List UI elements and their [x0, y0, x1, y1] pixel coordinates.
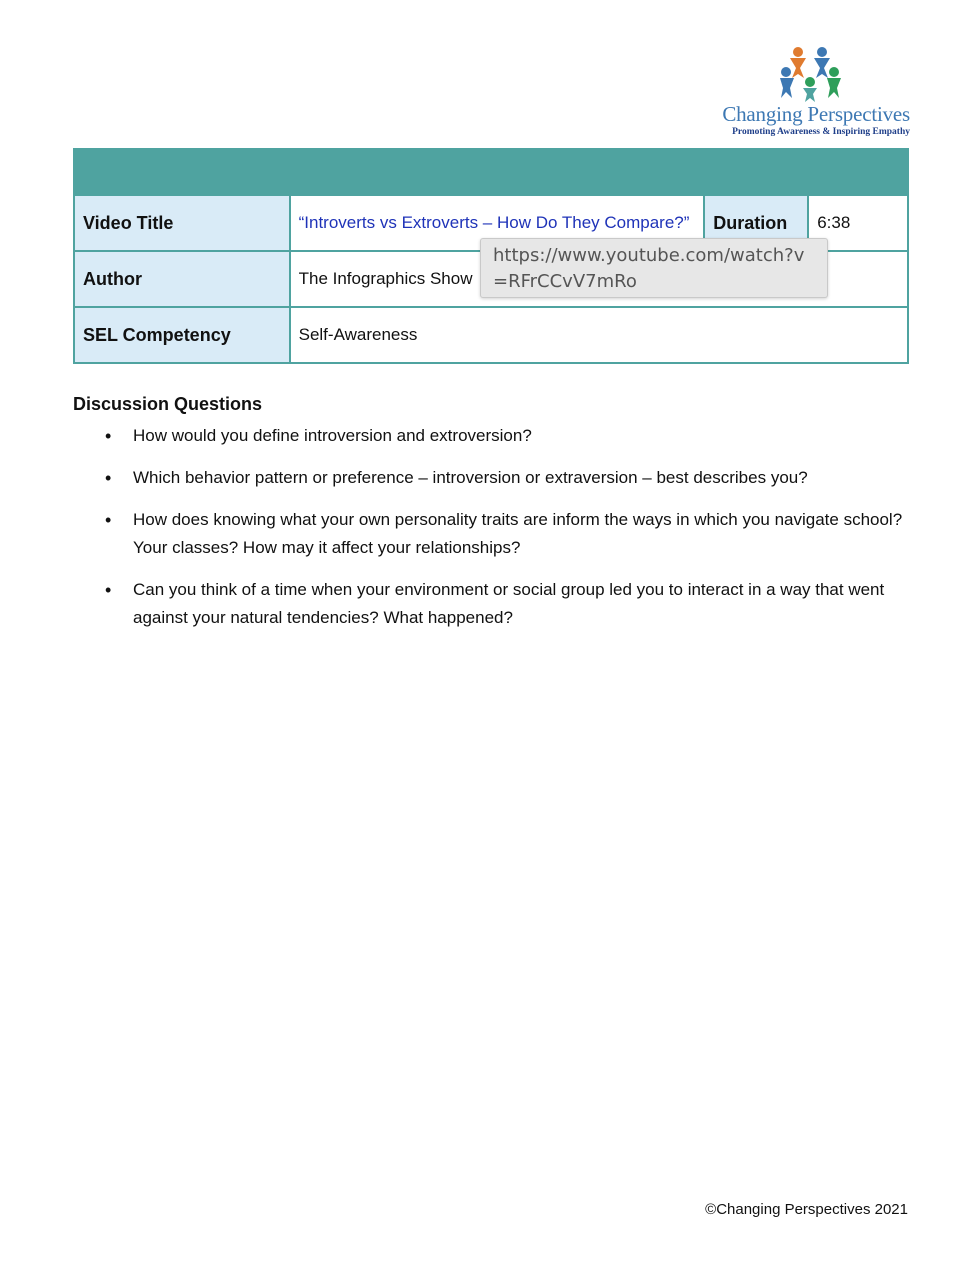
table-header-cell [74, 149, 908, 195]
video-title-link[interactable]: “Introverts vs Extroverts – How Do They Compare?” [298, 213, 690, 232]
changing-perspectives-logo [700, 40, 920, 140]
video-title-label: Video Title [74, 195, 290, 251]
duration-value: 6:38 [808, 195, 908, 251]
author-label: Author [74, 251, 290, 307]
list-item: • How would you define introversion and extroversion? [133, 422, 913, 450]
author-value: The Infographics Show [290, 251, 908, 307]
discussion-questions-heading: Discussion Questions [73, 394, 263, 414]
discussion-questions-list [73, 422, 913, 646]
logo-name: Changing Perspectives [722, 102, 910, 126]
link-url-tooltip: https://www.youtube.com/watch?v=RFrCCvV7mRo [480, 238, 828, 298]
copyright-footer: ©Changing Perspectives 2021 [705, 1201, 908, 1218]
list-item: • Can you think of a time when your environment or social group led you to interact in a way that went against your natural tendencies? What happened? [133, 576, 913, 632]
sel-competency-value: Self-Awareness [290, 307, 908, 363]
logo-tagline: Promoting Awareness & Inspiring Empathy [732, 127, 910, 137]
people-circle-icon [778, 44, 842, 102]
table-row [74, 307, 908, 363]
list-item: • How does knowing what your own personality traits are inform the ways in which you navigate school? Your classes? How may it affect your relationships? [133, 506, 913, 562]
sel-competency-label: SEL Competency [74, 307, 290, 363]
table-header-row [74, 149, 908, 195]
list-item: • Which behavior pattern or preference – introversion or extraversion – best describes you? [133, 464, 913, 492]
duration-label: Duration [704, 195, 808, 251]
